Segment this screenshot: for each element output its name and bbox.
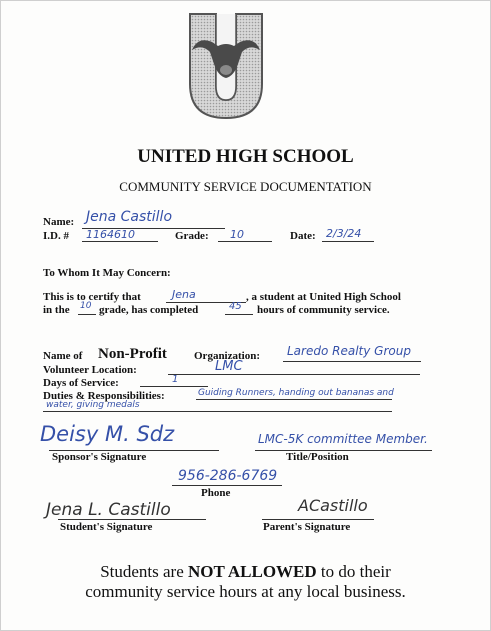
notice-post: to do their: [320, 562, 391, 581]
phone-line: [172, 485, 282, 486]
student-name-value: Jena Castillo: [86, 209, 173, 225]
certify-text-1: This is to certify that: [43, 291, 141, 303]
id-label: I.D. #: [43, 230, 69, 242]
date-value: 2/3/24: [326, 227, 362, 240]
location-value: LMC: [215, 359, 243, 374]
grade-text-2: grade, has completed: [99, 304, 199, 316]
grade-line: [218, 241, 272, 242]
salutation: To Whom It May Concern:: [43, 267, 171, 279]
org-label-c: Organization:: [194, 350, 260, 362]
school-name: UNITED HIGH SCHOOL: [137, 146, 354, 167]
grade-text-3: hours of community service.: [257, 304, 390, 316]
parent-sig-line: [262, 519, 374, 520]
grade-text-1: in the: [43, 304, 70, 316]
grade-value: 10: [230, 228, 244, 241]
days-label: Days of Service:: [43, 377, 119, 389]
duties-value-1: Guiding Runners, handing out bananas and: [198, 388, 394, 398]
notice-line-1: [0, 562, 491, 582]
location-label: Volunteer Location:: [43, 364, 137, 376]
grade-value-2: 10: [80, 301, 92, 311]
hours-line: [225, 314, 253, 315]
duties-value-2: water, giving medals: [46, 400, 140, 410]
days-line: [140, 386, 208, 387]
id-line: [82, 241, 158, 242]
student-signature: Jena L. Castillo: [46, 500, 171, 520]
org-label-a: Name of: [43, 350, 83, 362]
duties-line-2: [43, 411, 392, 412]
org-label-b: Non-Profit: [98, 346, 167, 362]
name-label: Name:: [43, 216, 75, 228]
org-line: [283, 361, 421, 362]
title-label: Title/Position: [286, 451, 349, 463]
document-title: COMMUNITY SERVICE DOCUMENTATION: [119, 179, 372, 194]
certify-name-value: Jena: [172, 288, 196, 301]
sponsor-signature: Deisy M. Sdz: [40, 422, 175, 446]
notice-emphasis: NOT ALLOWED: [188, 562, 317, 581]
title-value: LMC-5K committee Member.: [258, 432, 428, 446]
id-value: 1164610: [86, 228, 135, 241]
grade-line-2: [78, 314, 96, 315]
org-name-value: Laredo Realty Group: [287, 344, 411, 358]
hours-value: 45: [229, 301, 242, 312]
duties-label: Duties & Responsibilities:: [43, 390, 165, 402]
phone-value: 956-286-6769: [178, 468, 278, 484]
phone-label: Phone: [201, 487, 231, 499]
notice-pre: Students are: [100, 562, 184, 581]
location-line: [168, 374, 420, 375]
date-line: [322, 241, 374, 242]
parent-sig-label: Parent's Signature: [263, 521, 351, 533]
parent-signature: ACastillo: [298, 496, 368, 515]
days-value: 1: [172, 374, 179, 385]
duties-line-1: [196, 399, 392, 400]
student-sig-line: [58, 519, 206, 520]
school-logo-u-longhorn: [188, 12, 264, 120]
certify-text-2: , a student at United High School: [246, 291, 401, 303]
notice-line-2: community service hours at any local business.: [85, 582, 406, 601]
sponsor-label: Sponsor's Signature: [52, 451, 147, 463]
date-label: Date:: [290, 230, 316, 242]
grade-label: Grade:: [175, 230, 209, 242]
student-sig-label: Student's Signature: [60, 521, 153, 533]
